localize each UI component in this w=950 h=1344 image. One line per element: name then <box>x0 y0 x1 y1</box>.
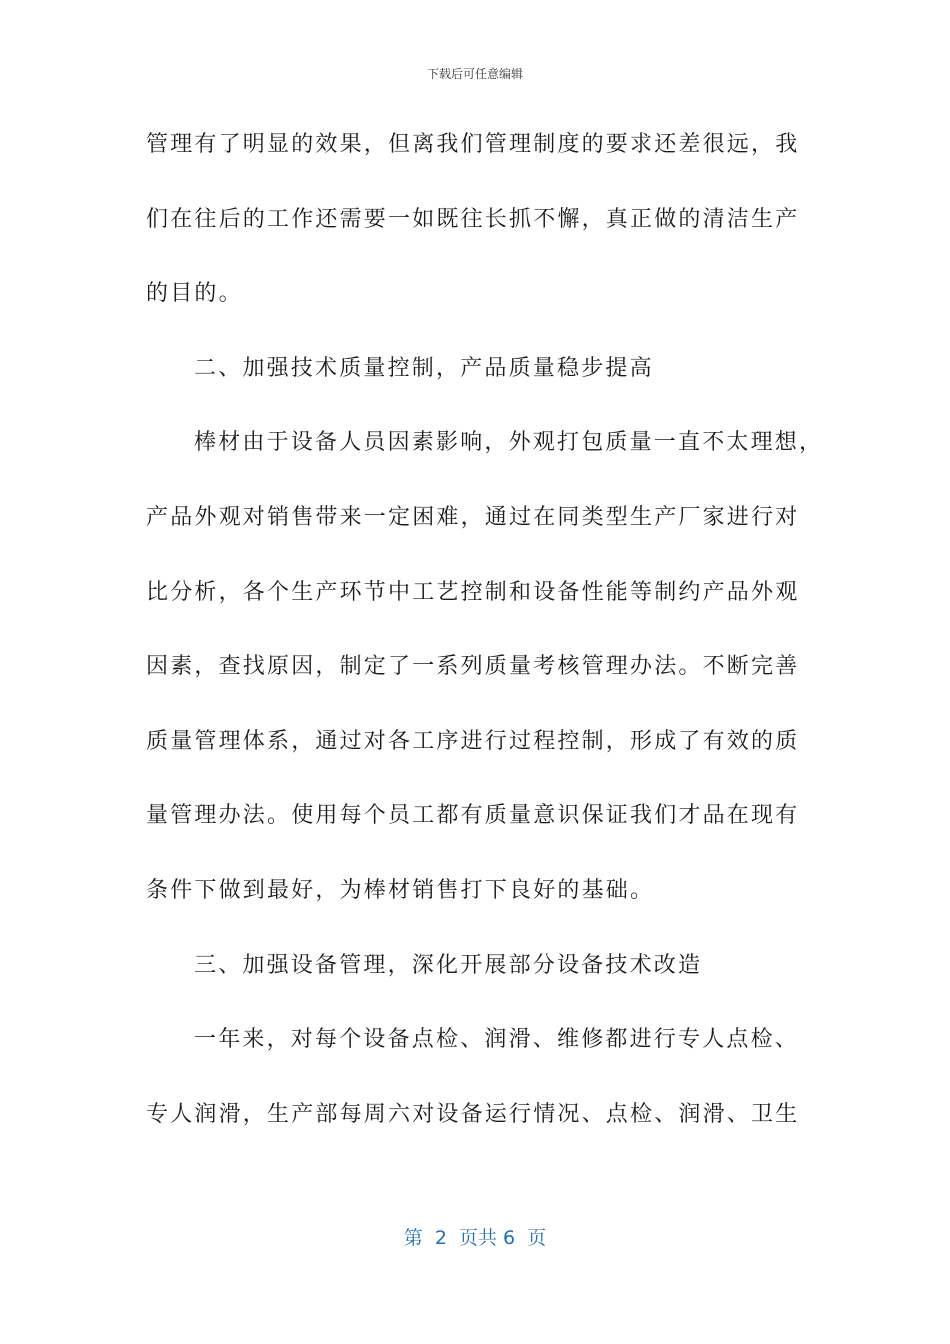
text-line: 三、加强设备管理，深化开展部分设备技术改造 <box>194 952 703 978</box>
page-footer: 第 2 页共 6 页 <box>403 1227 547 1249</box>
text-line: 的目的。 <box>146 281 243 307</box>
page-header: 下载后可任意编辑 <box>426 67 523 81</box>
text-line: 比分析，各个生产环节中工艺控制和设备性能等制约产品外观 <box>146 579 800 605</box>
text-line: 专人润滑，生产部每周六对设备运行情况、点检、润滑、卫生 <box>146 1101 800 1127</box>
text-line: 条件下做到最好，为棒材销售打下良好的基础。 <box>146 877 655 903</box>
text-line: 产品外观对销售带来一定困难，通过在同类型生产厂家进行对 <box>146 504 800 530</box>
document-body <box>146 122 824 1166</box>
text-line: 二、加强技术质量控制，产品质量稳步提高 <box>194 355 654 381</box>
text-line: 量管理办法。使用每个员工都有质量意识保证我们才品在现有 <box>146 803 800 829</box>
text-line: 因素，查找原因，制定了一系列质量考核管理办法。不断完善 <box>146 654 800 680</box>
text-line: 们在往后的工作还需要一如既往长抓不懈，真正做的清洁生产 <box>146 206 800 232</box>
text-line: 质量管理体系，通过对各工序进行过程控制，形成了有效的质 <box>146 728 800 754</box>
text-line: 棒材由于设备人员因素影响，外观打包质量一直不太理想， <box>194 430 824 456</box>
text-line: 管理有了明显的效果，但离我们管理制度的要求还差很远，我 <box>146 132 800 157</box>
text-line: 一年来，对每个设备点检、润滑、维修都进行专人点检、 <box>194 1027 800 1053</box>
